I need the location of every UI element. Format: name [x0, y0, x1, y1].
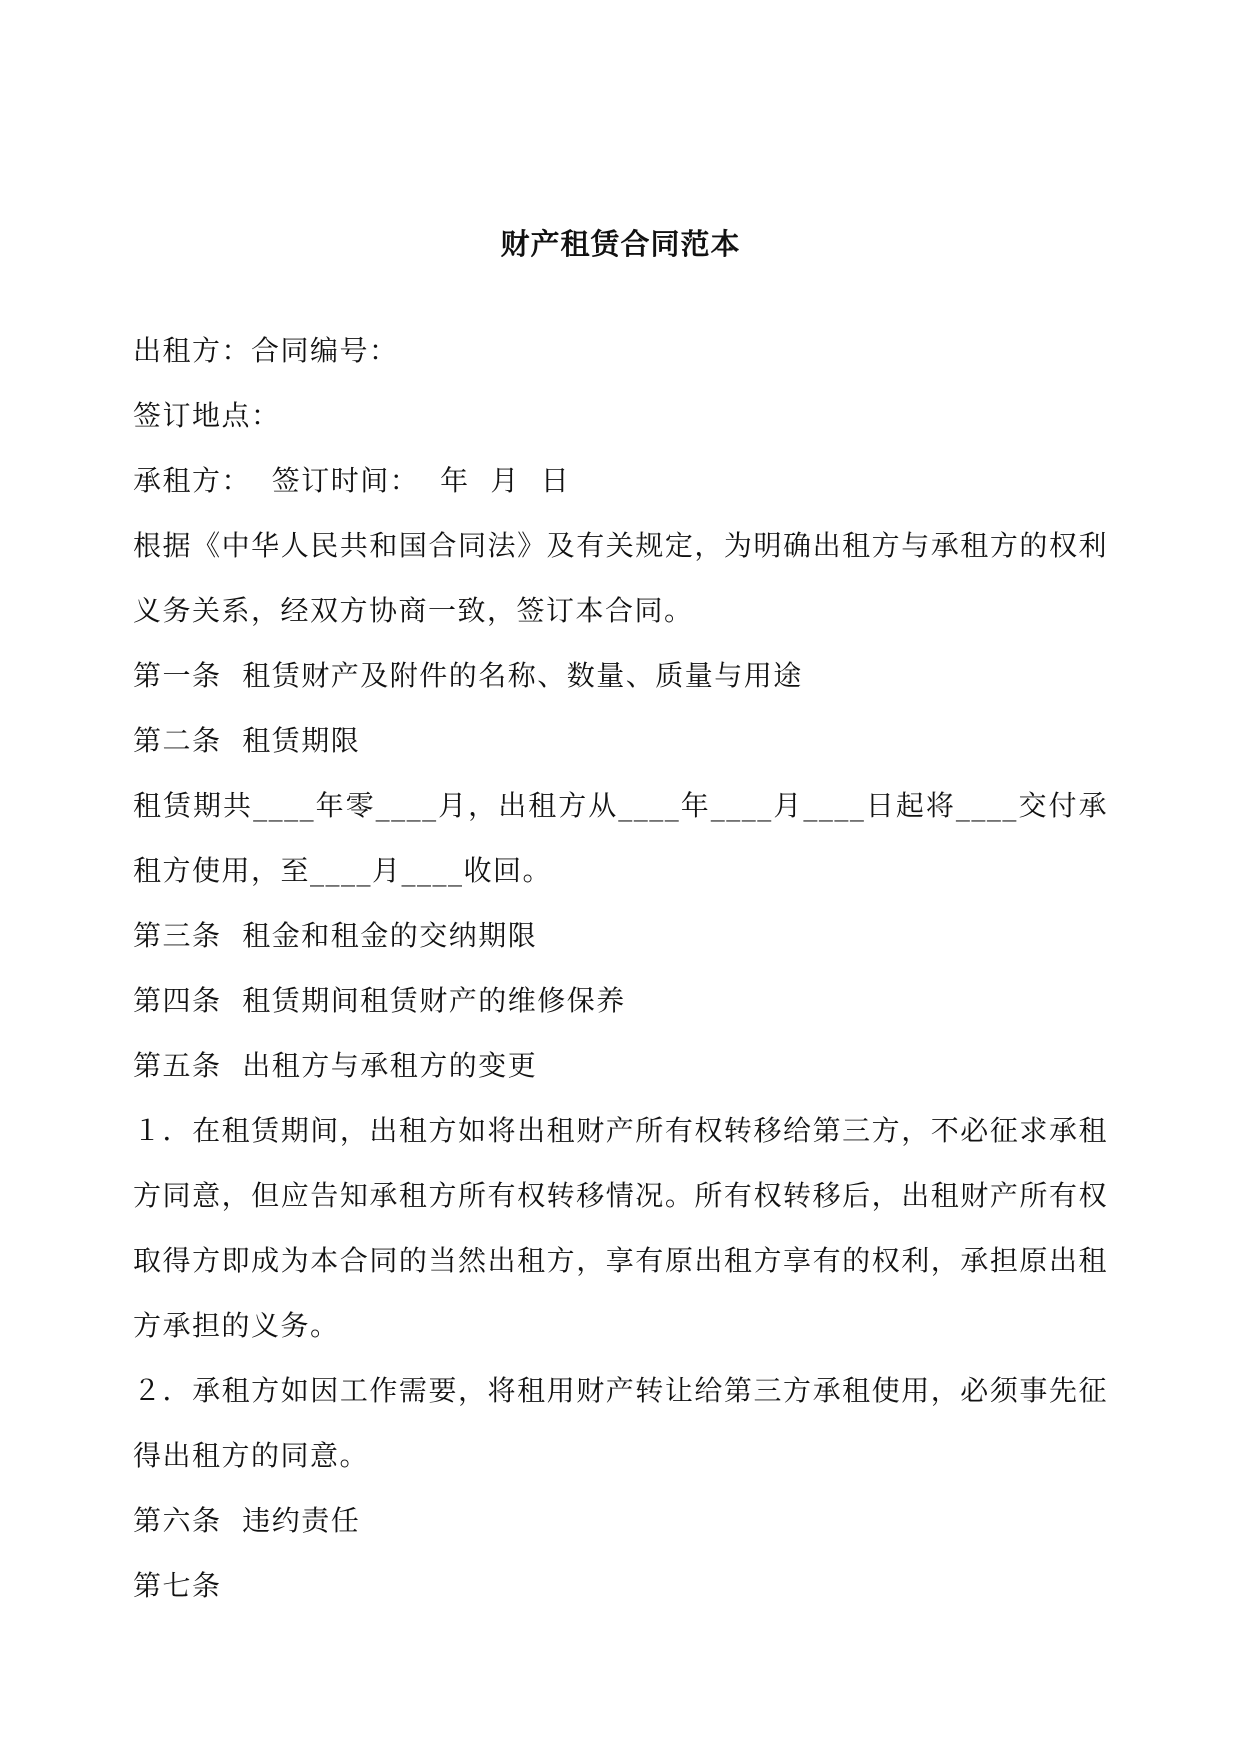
article-5-heading: 第五条 出租方与承租方的变更 — [133, 1049, 538, 1082]
paragraph-preamble: 根据《中华人民共和国合同法》及有关规定，为明确出租方与承租方的权利义务关系，经双方协商一致，签订本合同。 — [133, 529, 1108, 627]
clause-5-2: ２．承租方如因工作需要，将租用财产转让给第三方承租使用，必须事先征得出租方的同意。 — [133, 1374, 1108, 1472]
document-title: 财产租赁合同范本 — [500, 227, 741, 261]
article-2-heading: 第二条 租赁期限 — [133, 724, 361, 757]
article-6-heading: 第六条 违约责任 — [133, 1504, 361, 1537]
clause-5-1: １．在租赁期间，出租方如将出租财产所有权转移给第三方，不必征求承租方同意，但应告知承租方所有权转移情况。所有权转移后，出租财产所有权取得方即成为本合同的当然出租方，享有原出租方享有的权利，承担原出租方承担的义务。 — [133, 1114, 1108, 1342]
paragraph-lessee-signing-time: 承租方： 签订时间： 年 月 日 — [133, 464, 571, 497]
paragraph-lessor-contract-no: 出租方：合同编号： — [133, 334, 399, 367]
article-4-heading: 第四条 租赁期间租赁财产的维修保养 — [133, 984, 626, 1017]
article-1-heading: 第一条 租赁财产及附件的名称、数量、质量与用途 — [133, 659, 803, 692]
paragraph-signing-place: 签订地点： — [133, 399, 281, 432]
article-7-heading: 第七条 — [133, 1569, 222, 1602]
document-body — [133, 318, 1108, 1618]
article-3-heading: 第三条 租金和租金的交纳期限 — [133, 919, 538, 952]
paragraph-lease-term: 租赁期共____年零____月，出租方从____年____月____日起将____交付承租方使用，至____月____收回。 — [133, 789, 1108, 887]
